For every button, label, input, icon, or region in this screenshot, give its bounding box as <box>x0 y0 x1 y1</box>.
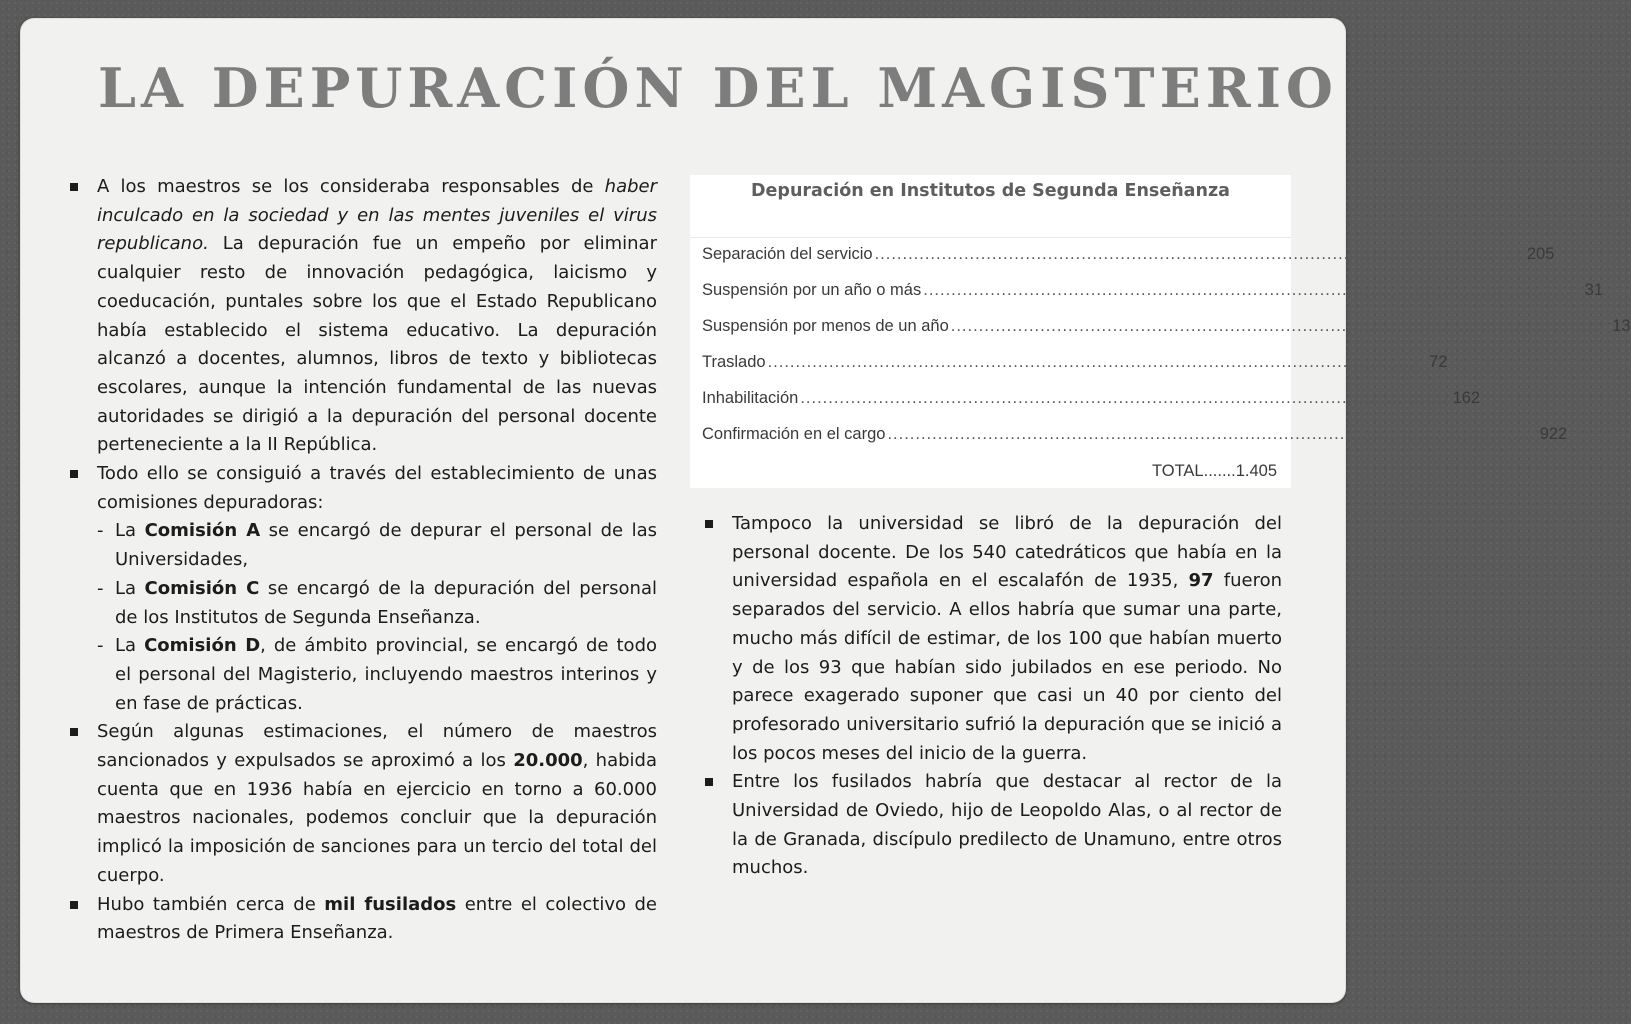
square-bullet-icon <box>705 520 713 528</box>
dot-leader: ....... <box>1203 462 1236 480</box>
dot-leader: .................................................................................................................... <box>950 317 1599 335</box>
right-text-column <box>702 510 1282 883</box>
dot-leader: .................................................................................................................... <box>767 353 1416 371</box>
bullet-paragraph: Todo ello se consiguió a través del establecimiento de unas comisiones depuradoras: <box>67 460 657 517</box>
table-row: Separación del servicio .................................................................................................................... 205 <box>702 245 1555 263</box>
table-row: Suspensión por menos de un año .................................................................................................................... 13 <box>702 317 1631 335</box>
sub-item-comision-d: - La Comisión D, de ámbito provincial, se encargó de todo el personal del Magisterio, incluyendo maestros interinos y en fase de prácticas. <box>97 635 658 714</box>
dot-leader: .................................................................................................................... <box>923 281 1572 299</box>
dot-leader: .................................................................................................................... <box>800 389 1449 407</box>
table-row: Inhabilitación .................................................................................................................... 162 <box>702 389 1481 407</box>
dot-leader: .................................................................................................................... <box>874 245 1523 263</box>
bullet-paragraph: Entre los fusilados habría que destacar al rector de la Universidad de Oviedo, hijo de Leopoldo Alas, o al rector de la de Granada, discípulo predilecto de Unamuno, entre otros muchos. <box>702 768 1282 883</box>
left-text-column <box>67 173 657 948</box>
square-bullet-icon <box>70 901 78 909</box>
square-bullet-icon <box>70 470 78 478</box>
square-bullet-icon <box>70 183 78 191</box>
table-total: TOTAL ....... 1.405 <box>1151 462 1277 480</box>
square-bullet-icon <box>705 778 713 786</box>
slide-title: LA DEPURACIÓN DEL MAGISTERIO <box>98 56 1338 120</box>
table-row: Suspensión por un año o más .................................................................................................................... 31 <box>702 281 1604 299</box>
bullet-paragraph: A los maestros se los consideraba responsables de haber inculcado en la sociedad y en las mentes juveniles el virus republicano. La depuración fue un empeño por eliminar cualquier resto de innovación pedagógica, laicismo y coeducación, puntales sobre los que el Estado Republicano había establecido el sistema educativo. La depuración alcanzó a docentes, alumnos, libros de texto y bibliotecas escolares, aunque la intención fundamental de las nuevas autoridades se dirigió a la depuración del personal docente perteneciente a la II República. <box>67 173 657 460</box>
square-bullet-icon <box>70 728 78 736</box>
slide-card <box>20 18 1631 1003</box>
depuracion-table-card <box>690 175 1631 488</box>
bullet-paragraph: Según algunas estimaciones, el número de maestros sancionados y expulsados se aproximó a los 20.000, habida cuenta que en 1936 había en ejercicio en torno a 60.000 maestros nacionales, podemos concluir que la depuración implicó la imposición de sanciones para un tercio del total del cuerpo. <box>67 718 657 890</box>
table-row: Confirmación en el cargo .................................................................................................................... 922 <box>702 425 1568 443</box>
dot-leader: .................................................................................................................... <box>887 425 1536 443</box>
table-row: Traslado .................................................................................................................... 72 <box>702 353 1448 371</box>
table-divider <box>690 237 1291 238</box>
sub-item-comision-c: - La Comisión C se encargó de la depuración del personal de los Institutos de Segunda Enseñanza. <box>97 577 657 628</box>
bullet-paragraph: Tampoco la universidad se libró de la depuración del personal docente. De los 540 catedráticos que había en la universidad española en el escalafón de 1935, 97 fueron separados del servicio. A ellos habría que sumar una parte, mucho más difícil de estimar, de los 100 que habían muerto y de los 93 que habían sido jubilados en ese periodo. No parece exagerado suponer que casi un 40 por ciento del profesorado universitario sufrió la depuración que se inició a los pocos meses del inicio de la guerra. <box>702 510 1282 768</box>
sub-item-comision-a: - La Comisión A se encargó de depurar el personal de las Universidades, <box>97 520 658 571</box>
table-title: Depuración en Institutos de Segunda Enseñanza <box>751 181 1230 201</box>
bullet-paragraph: Hubo también cerca de mil fusilados entre el colectivo de maestros de Primera Enseñanza. <box>67 891 657 948</box>
